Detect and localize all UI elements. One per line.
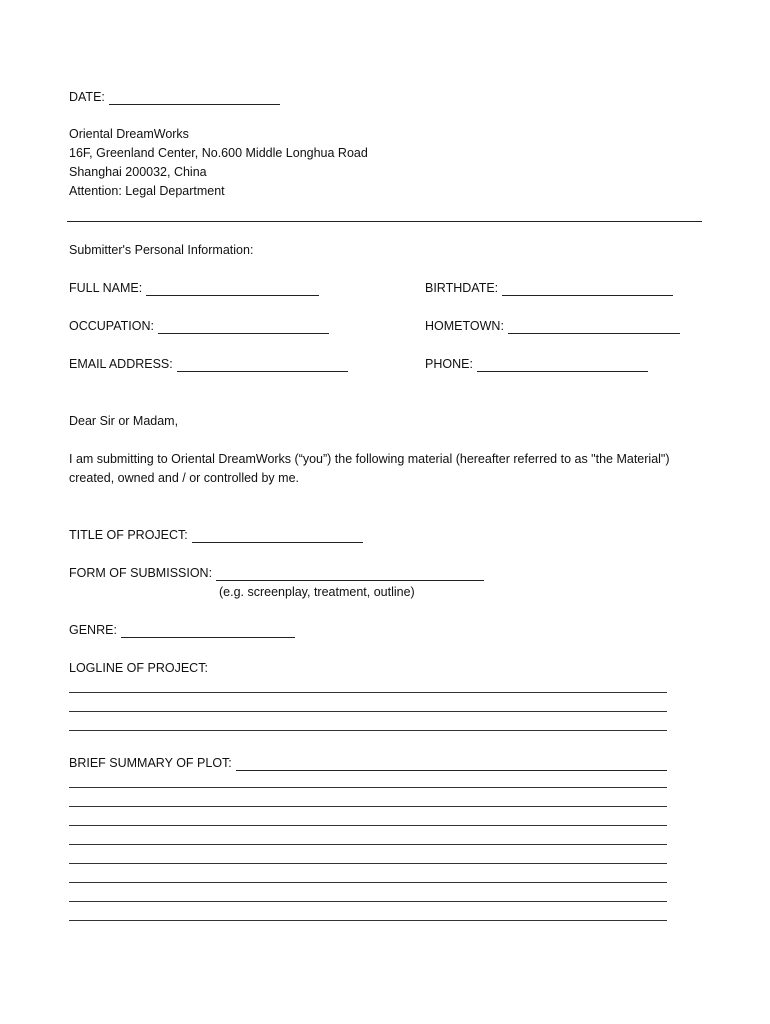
date-label: DATE:: [69, 90, 105, 104]
plot-summary-input-line-6[interactable]: [69, 882, 667, 883]
form-of-submission-field[interactable]: [69, 565, 484, 581]
header-divider: [67, 221, 702, 222]
email-input-line[interactable]: [177, 359, 348, 372]
occupation-field[interactable]: [69, 318, 329, 334]
logline-input-line-1[interactable]: [69, 692, 667, 693]
phone-input-line[interactable]: [477, 359, 648, 372]
plot-summary-input-line-8[interactable]: [69, 920, 667, 921]
hometown-field[interactable]: [425, 318, 680, 334]
form-of-submission-label: FORM OF SUBMISSION:: [69, 566, 213, 580]
plot-summary-input-line-4[interactable]: [69, 844, 667, 845]
recipient-company: Oriental DreamWorks: [69, 127, 189, 141]
logline-input-line-2[interactable]: [69, 711, 667, 712]
birthdate-field[interactable]: [425, 280, 673, 296]
recipient-attention: Attention: Legal Department: [69, 184, 225, 198]
intro-line-2: created, owned and / or controlled by me.: [69, 471, 299, 485]
genre-input-line[interactable]: [121, 625, 295, 638]
email-label: EMAIL ADDRESS:: [69, 357, 173, 371]
plot-summary-input-line-5[interactable]: [69, 863, 667, 864]
form-of-submission-input-line[interactable]: [216, 568, 484, 581]
recipient-address-line-1: 16F, Greenland Center, No.600 Middle Longhua Road: [69, 146, 368, 160]
birthdate-label: BIRTHDATE:: [425, 281, 499, 295]
personal-info-heading: Submitter's Personal Information:: [69, 243, 254, 257]
salutation: Dear Sir or Madam,: [69, 414, 179, 428]
hometown-input-line[interactable]: [508, 321, 680, 334]
form-of-submission-hint: (e.g. screenplay, treatment, outline): [219, 585, 415, 599]
genre-label: GENRE:: [69, 623, 117, 637]
occupation-label: OCCUPATION:: [69, 319, 154, 333]
date-field[interactable]: [69, 89, 280, 105]
logline-label: LOGLINE OF PROJECT:: [69, 661, 208, 675]
project-title-field[interactable]: [69, 527, 363, 543]
genre-field[interactable]: [69, 622, 295, 638]
project-title-input-line[interactable]: [192, 530, 363, 543]
intro-line-1: I am submitting to Oriental DreamWorks (“you”) the following material (hereafter referred to as "the Material"): [69, 452, 670, 466]
email-field[interactable]: [69, 356, 348, 372]
occupation-input-line[interactable]: [158, 321, 329, 334]
plot-summary-input-line-0[interactable]: [236, 758, 667, 771]
plot-summary-input-line-2[interactable]: [69, 806, 667, 807]
plot-summary-input-line-1[interactable]: [69, 787, 667, 788]
plot-summary-label: BRIEF SUMMARY OF PLOT:: [69, 756, 232, 770]
logline-input-line-3[interactable]: [69, 730, 667, 731]
date-input-line[interactable]: [109, 92, 280, 105]
project-title-label: TITLE OF PROJECT:: [69, 528, 188, 542]
full-name-input-line[interactable]: [146, 283, 319, 296]
plot-summary-input-line-3[interactable]: [69, 825, 667, 826]
full-name-field[interactable]: [69, 280, 319, 296]
birthdate-input-line[interactable]: [502, 283, 673, 296]
plot-summary-input-line-7[interactable]: [69, 901, 667, 902]
phone-label: PHONE:: [425, 357, 473, 371]
full-name-label: FULL NAME:: [69, 281, 143, 295]
phone-field[interactable]: [425, 356, 648, 372]
plot-summary-field[interactable]: [69, 755, 667, 771]
hometown-label: HOMETOWN:: [425, 319, 504, 333]
recipient-address-line-2: Shanghai 200032, China: [69, 165, 207, 179]
